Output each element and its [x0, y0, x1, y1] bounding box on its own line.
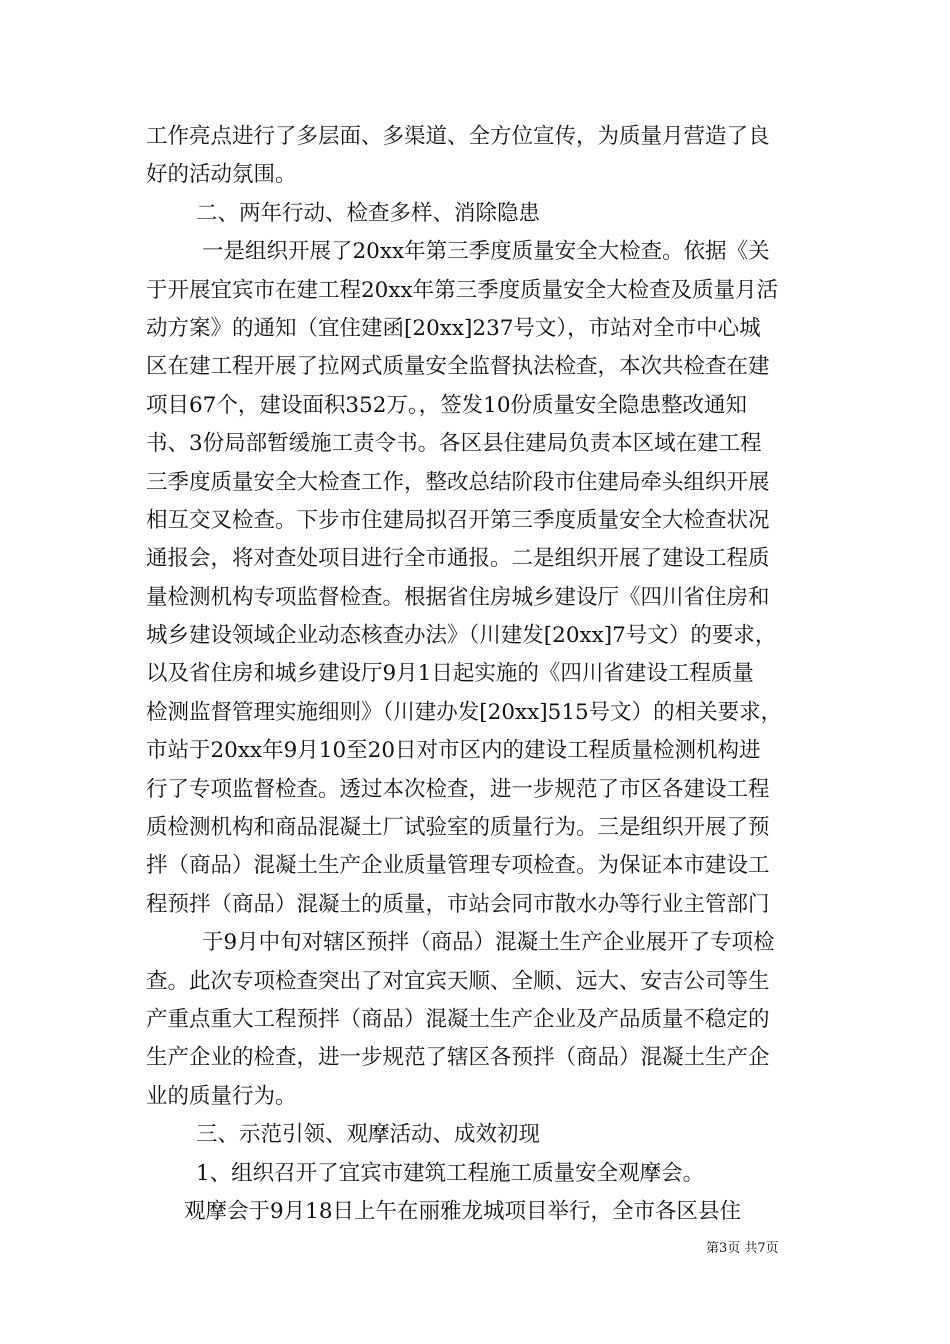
subsection-heading: 1、组织召开了宜宾市建筑工程施工质量安全观摩会。 [196, 1160, 705, 1186]
text-line: 三季度质量安全大检查工作，整改总结阶段市住建局牵头组织开展 [146, 469, 770, 495]
text-line: 以及省住房和城乡建设厅9月1日起实施的《四川省建设工程质量 [146, 661, 754, 687]
text-line: 工作亮点进行了多层面、多渠道、全方位宣传，为质量月营造了良 [146, 124, 770, 149]
text-line: 查。此次专项检查突出了对宜宾天顺、全顺、远大、安吉公司等生 [146, 968, 770, 994]
text-line: 通报会，将对查处项目进行全市通报。二是组织开展了建设工程质 [146, 546, 770, 572]
section-heading: 三、示范引领、观摩活动、成效初现 [196, 1122, 541, 1148]
text-line: 书、3份局部暂缓施工责令书。各区县住建局负责本区域在建工程 [146, 431, 762, 457]
text-line: 检测监督管理实施细则》（川建办发[20xx]515号文）的相关要求， [146, 699, 783, 725]
text-line: 动方案》的通知（宜住建函[20xx]237号文），市站对全市中心城 [146, 315, 761, 341]
text-line: 量检测机构专项监督检查。根据省住房城乡建设厅《四川省住房和 [146, 584, 770, 610]
text-line: 城乡建设领域企业动态核查办法》（川建发[20xx]7号文）的要求， [146, 623, 777, 649]
text-line: 一是组织开展了20xx年第三季度质量安全大检查。依据《关 [202, 239, 770, 265]
text-line: 于开展宜宾市在建工程20xx年第三季度质量安全大检查及质量月活 [146, 277, 779, 303]
section-heading: 二、两年行动、检查多样、消除隐患 [196, 200, 541, 226]
text-line: 好的活动氛围。 [146, 162, 297, 188]
text-line: 观摩会于9月18日上午在丽雅龙城项目举行，全市各区县住 [184, 1198, 742, 1224]
text-line: 相互交叉检查。下步市住建局拟召开第三季度质量安全大检查状况 [146, 507, 770, 533]
page-number: 第3页 共7页 [706, 1241, 779, 1256]
text-line: 市站于20xx年9月10至20日对市区内的建设工程质量检测机构进 [146, 738, 761, 764]
text-line: 生产企业的检查，进一步规范了辖区各预拌（商品）混凝土生产企 [146, 1045, 770, 1071]
document-body [146, 118, 810, 1231]
text-line: 拌（商品）混凝土生产企业质量管理专项检查。为保证本市建设工 [146, 853, 770, 879]
text-line: 业的质量行为。 [146, 1083, 297, 1109]
text-line: 区在建工程开展了拉网式质量安全监督执法检查，本次共检查在建 [146, 354, 770, 380]
text-line: 于9月中旬对辖区预拌（商品）混凝土生产企业展开了专项检 [202, 930, 775, 956]
text-line: 程预拌（商品）混凝土的质量，市站会同市散水办等行业主管部门 [146, 891, 770, 917]
text-line: 项目67个，建设面积352万。，签发10份质量安全隐患整改通知 [146, 392, 748, 418]
text-line: 行了专项监督检查。透过本次检查，进一步规范了市区各建设工程 [146, 776, 770, 802]
text-line: 质检测机构和商品混凝土厂试验室的质量行为。三是组织开展了预 [146, 815, 770, 841]
text-line: 产重点重大工程预拌（商品）混凝土生产企业及产品质量不稳定的 [146, 1006, 770, 1032]
